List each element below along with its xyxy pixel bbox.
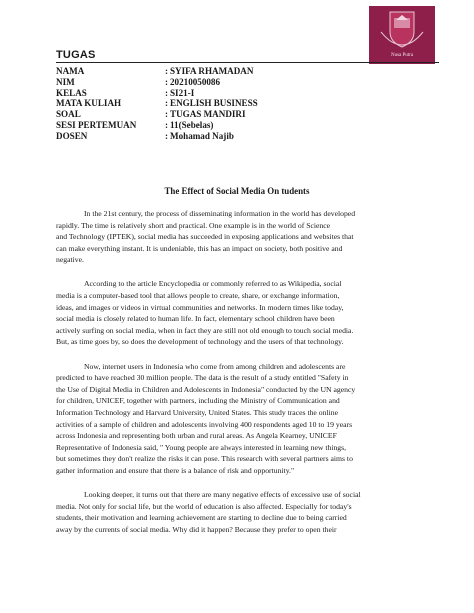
info-label: SOAL	[56, 109, 81, 120]
info-row	[56, 120, 436, 131]
university-logo	[369, 6, 435, 64]
info-separator: :	[165, 130, 169, 141]
info-row	[56, 77, 436, 88]
paragraph-line: Information Technology and Harvard University, United States. This study traces the online	[56, 407, 338, 417]
info-label: SESI PERTEMUAN	[56, 119, 137, 130]
essay-paragraph	[56, 208, 422, 266]
essay-body	[56, 208, 422, 548]
paragraph-line: media. Not only for social life, but the world of education is also affected. Especially for today's	[56, 501, 352, 511]
info-row	[56, 88, 436, 99]
paragraph-line: social media is closely related to human life. In fact, elementary school children have been	[56, 314, 335, 324]
info-label: NIM	[56, 76, 75, 87]
essay-paragraph	[56, 361, 422, 477]
info-value: SYIFA RHAMADAN	[170, 66, 254, 76]
document-heading: TUGAS	[56, 49, 96, 61]
paragraph-line: actively surfing on social media, when in fact they are still not old enough to touch social media.	[56, 325, 354, 335]
paragraph-line: but sometimes they don't realize the risks it can pose. This research with several partners aims to	[56, 454, 353, 464]
info-separator: :	[165, 119, 169, 130]
paragraph-line: Looking deeper, it turns out that there are many negative effects of excessive use of social	[84, 489, 361, 499]
paragraph-line: But, as time goes by, so does the development of technology and the users of that technology.	[56, 337, 344, 347]
paragraph-line: across Indonesia and representing both urban and rural areas. As Angela Kearney, UNICEF	[56, 431, 337, 441]
heading-divider	[56, 62, 439, 63]
paragraph-line: gather information and ensure that there is a balance of risk and opportunity."	[56, 465, 295, 475]
info-row	[56, 66, 436, 77]
paragraph-line: Representative of Indonesia said, " Young people are always interested in learning new things,	[56, 442, 347, 452]
paragraph-line: In the 21st century, the process of disseminating information in the world has developed	[84, 209, 356, 218]
paragraph-line: and Technology (IPTEK), social media has succeeded in exposing applications and websites that	[56, 232, 354, 242]
essay-paragraph	[56, 489, 422, 535]
info-row	[56, 98, 436, 109]
info-label: MATA KULIAH	[56, 98, 122, 109]
paragraph-line: students, their motivation and learning achievement are starting to decline due to being carried	[56, 513, 347, 523]
paragraph-line: media is a computer-based tool that allows people to create, share, or exchange information,	[56, 291, 340, 301]
essay-title: The Effect of Social Media On tudents	[164, 186, 310, 196]
paragraph-line: Now, internet users in Indonesia who come from among children and adolescents are	[84, 361, 346, 371]
info-row	[56, 131, 436, 142]
paragraph-line: can make everything instant. It is undeniable, this has an impact on society, both positive and	[56, 243, 343, 253]
shield-emblem-icon	[369, 6, 435, 64]
student-info-block	[56, 66, 436, 142]
paragraph-line: activities of a sample of children and adolescents involving 400 respondents aged 10 to 19 years	[56, 419, 353, 429]
info-value: ENGLISH BUSINESS	[170, 98, 258, 109]
paragraph-line: predicted to have reached 30 million people. The data is the result of a study entitled "Safety in	[56, 373, 349, 383]
paragraph-line: rapidly. The time is relatively short and practical. One example is in the world of Science	[56, 220, 331, 230]
essay-paragraph	[56, 278, 422, 348]
info-label: KELAS	[56, 87, 87, 98]
info-label: DOSEN	[56, 130, 88, 141]
logo-text: Nusa Putra	[390, 53, 414, 58]
info-row	[56, 109, 436, 120]
info-value: Mohamad Najib	[170, 130, 234, 141]
info-value: SI21-I	[170, 87, 195, 98]
info-value: 20210050086	[170, 76, 221, 87]
info-value: 11(Sebelas)	[170, 119, 214, 130]
info-separator: :	[165, 87, 169, 98]
info-separator: :	[165, 66, 169, 76]
info-value: TUGAS MANDIRI	[170, 109, 246, 120]
paragraph-line: negative.	[56, 255, 84, 265]
info-separator: :	[165, 109, 169, 120]
paragraph-line: According to the article Encyclopedia or commonly referred to as Wikipedia, social	[84, 279, 342, 289]
info-label: NAMA	[56, 66, 85, 76]
info-separator: :	[165, 76, 169, 87]
paragraph-line: for children, UNICEF, together with partners, including the Ministry of Communication and	[56, 396, 340, 406]
info-separator: :	[165, 98, 169, 109]
paragraph-line: away by the currents of social media. Why did it happen? Because they prefer to open their	[56, 524, 337, 534]
paragraph-line: the Use of Digital Media in Children and Adolescents in Indonesia" conducted by the UN agency	[56, 384, 356, 394]
paragraph-line: ideas, and images or videos in virtual communities and networks. In modern times like today,	[56, 302, 344, 312]
